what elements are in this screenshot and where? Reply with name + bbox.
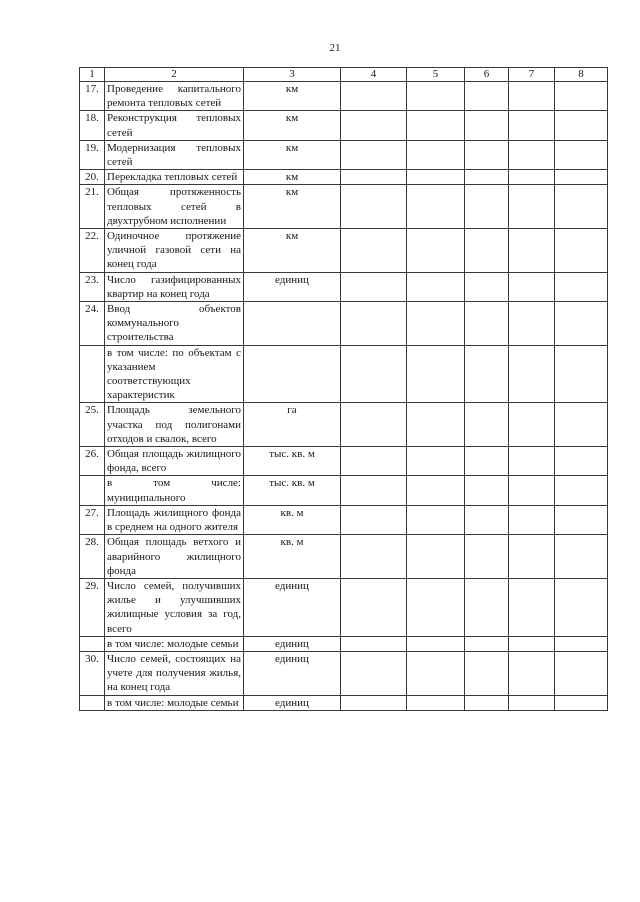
value-cell-col-4 <box>341 651 407 695</box>
indicators-table <box>79 67 608 711</box>
value-cell-col-7 <box>509 170 555 185</box>
row-number: 23. <box>80 272 105 301</box>
unit-of-measure: км <box>244 111 341 140</box>
indicator-name: Одиночное протяжение уличной газовой сети на конец года <box>105 229 244 273</box>
row-number: 26. <box>80 447 105 476</box>
value-cell-col-8 <box>555 476 608 505</box>
unit-of-measure: тыс. кв. м <box>244 476 341 505</box>
value-cell-col-4 <box>341 170 407 185</box>
value-cell-col-5 <box>407 185 465 229</box>
unit-of-measure <box>244 302 341 346</box>
indicator-name: в том числе: молодые семьи <box>105 636 244 651</box>
column-header: 8 <box>555 68 608 82</box>
table-row <box>80 636 608 651</box>
unit-of-measure: км <box>244 185 341 229</box>
value-cell-col-8 <box>555 229 608 273</box>
value-cell-col-4 <box>341 447 407 476</box>
value-cell-col-6 <box>465 695 509 710</box>
value-cell-col-6 <box>465 651 509 695</box>
value-cell-col-8 <box>555 345 608 403</box>
value-cell-col-8 <box>555 170 608 185</box>
value-cell-col-7 <box>509 695 555 710</box>
value-cell-col-4 <box>341 578 407 636</box>
value-cell-col-4 <box>341 535 407 579</box>
value-cell-col-6 <box>465 535 509 579</box>
indicator-name: Число семей, получивших жилье и улучшивших жилищные условия за год, всего <box>105 578 244 636</box>
indicator-name: в том числе: по объектам с указанием соответствующих характеристик <box>105 345 244 403</box>
value-cell-col-5 <box>407 447 465 476</box>
unit-of-measure: кв. м <box>244 535 341 579</box>
indicator-name: в том числе: муниципального <box>105 476 244 505</box>
value-cell-col-8 <box>555 302 608 346</box>
value-cell-col-5 <box>407 651 465 695</box>
table-row <box>80 578 608 636</box>
unit-of-measure: кв. м <box>244 505 341 534</box>
value-cell-col-8 <box>555 651 608 695</box>
row-number: 22. <box>80 229 105 273</box>
table-row <box>80 403 608 447</box>
value-cell-col-7 <box>509 229 555 273</box>
value-cell-col-5 <box>407 170 465 185</box>
indicator-name: Перекладка тепловых сетей <box>105 170 244 185</box>
row-number: 24. <box>80 302 105 346</box>
table-row <box>80 229 608 273</box>
column-header: 1 <box>80 68 105 82</box>
value-cell-col-8 <box>555 695 608 710</box>
table-row <box>80 185 608 229</box>
value-cell-col-8 <box>555 111 608 140</box>
value-cell-col-6 <box>465 185 509 229</box>
indicator-name: Модернизация тепловых сетей <box>105 140 244 169</box>
row-number: 17. <box>80 82 105 111</box>
value-cell-col-4 <box>341 636 407 651</box>
value-cell-col-6 <box>465 447 509 476</box>
value-cell-col-7 <box>509 345 555 403</box>
table-row <box>80 535 608 579</box>
value-cell-col-6 <box>465 403 509 447</box>
row-number: 21. <box>80 185 105 229</box>
value-cell-col-7 <box>509 82 555 111</box>
value-cell-col-6 <box>465 229 509 273</box>
row-number: 20. <box>80 170 105 185</box>
value-cell-col-8 <box>555 272 608 301</box>
value-cell-col-6 <box>465 578 509 636</box>
row-number: 18. <box>80 111 105 140</box>
column-header: 6 <box>465 68 509 82</box>
value-cell-col-5 <box>407 82 465 111</box>
value-cell-col-4 <box>341 695 407 710</box>
unit-of-measure: га <box>244 403 341 447</box>
indicator-name: Площадь земельного участка под полигонами отходов и свалок, всего <box>105 403 244 447</box>
row-number: 28. <box>80 535 105 579</box>
column-header: 3 <box>244 68 341 82</box>
column-number-row <box>80 68 608 82</box>
value-cell-col-5 <box>407 229 465 273</box>
value-cell-col-7 <box>509 651 555 695</box>
table-row <box>80 82 608 111</box>
value-cell-col-5 <box>407 345 465 403</box>
value-cell-col-4 <box>341 185 407 229</box>
unit-of-measure: км <box>244 140 341 169</box>
value-cell-col-8 <box>555 535 608 579</box>
value-cell-col-7 <box>509 272 555 301</box>
indicator-name: в том числе: молодые семьи <box>105 695 244 710</box>
unit-of-measure: единиц <box>244 578 341 636</box>
value-cell-col-8 <box>555 447 608 476</box>
row-number <box>80 695 105 710</box>
indicator-name: Ввод объектов коммунального строительства <box>105 302 244 346</box>
indicator-name: Число семей, состоящих на учете для получения жилья, на конец года <box>105 651 244 695</box>
table-row <box>80 345 608 403</box>
row-number <box>80 636 105 651</box>
row-number <box>80 345 105 403</box>
value-cell-col-7 <box>509 447 555 476</box>
value-cell-col-6 <box>465 272 509 301</box>
value-cell-col-5 <box>407 272 465 301</box>
value-cell-col-6 <box>465 476 509 505</box>
indicator-name: Площадь жилищного фонда в среднем на одного жителя <box>105 505 244 534</box>
indicator-name: Число газифицированных квартир на конец года <box>105 272 244 301</box>
table-row <box>80 111 608 140</box>
value-cell-col-7 <box>509 140 555 169</box>
value-cell-col-5 <box>407 403 465 447</box>
value-cell-col-6 <box>465 636 509 651</box>
unit-of-measure: км <box>244 170 341 185</box>
unit-of-measure: км <box>244 229 341 273</box>
table-row <box>80 505 608 534</box>
value-cell-col-5 <box>407 476 465 505</box>
value-cell-col-5 <box>407 695 465 710</box>
unit-of-measure: единиц <box>244 636 341 651</box>
table-row <box>80 447 608 476</box>
table-row <box>80 140 608 169</box>
value-cell-col-4 <box>341 302 407 346</box>
value-cell-col-8 <box>555 140 608 169</box>
value-cell-col-4 <box>341 403 407 447</box>
table-row <box>80 695 608 710</box>
value-cell-col-7 <box>509 476 555 505</box>
value-cell-col-5 <box>407 535 465 579</box>
indicator-name: Общая площадь ветхого и аварийного жилищного фонда <box>105 535 244 579</box>
row-number: 25. <box>80 403 105 447</box>
unit-of-measure: тыс. кв. м <box>244 447 341 476</box>
value-cell-col-4 <box>341 272 407 301</box>
row-number: 19. <box>80 140 105 169</box>
value-cell-col-8 <box>555 578 608 636</box>
table-row <box>80 651 608 695</box>
row-number <box>80 476 105 505</box>
value-cell-col-7 <box>509 578 555 636</box>
value-cell-col-5 <box>407 111 465 140</box>
value-cell-col-6 <box>465 302 509 346</box>
value-cell-col-8 <box>555 82 608 111</box>
value-cell-col-8 <box>555 505 608 534</box>
table-row <box>80 302 608 346</box>
indicator-name: Общая протяженность тепловых сетей в двухтрубном исполнении <box>105 185 244 229</box>
row-number: 27. <box>80 505 105 534</box>
value-cell-col-7 <box>509 185 555 229</box>
value-cell-col-4 <box>341 505 407 534</box>
value-cell-col-4 <box>341 82 407 111</box>
value-cell-col-5 <box>407 578 465 636</box>
value-cell-col-7 <box>509 302 555 346</box>
value-cell-col-4 <box>341 476 407 505</box>
column-header: 2 <box>105 68 244 82</box>
value-cell-col-7 <box>509 535 555 579</box>
unit-of-measure: единиц <box>244 695 341 710</box>
value-cell-col-6 <box>465 505 509 534</box>
value-cell-col-8 <box>555 403 608 447</box>
value-cell-col-5 <box>407 505 465 534</box>
column-header: 7 <box>509 68 555 82</box>
value-cell-col-5 <box>407 302 465 346</box>
value-cell-col-8 <box>555 636 608 651</box>
unit-of-measure: единиц <box>244 272 341 301</box>
table-row <box>80 476 608 505</box>
unit-of-measure: единиц <box>244 651 341 695</box>
value-cell-col-5 <box>407 636 465 651</box>
value-cell-col-6 <box>465 140 509 169</box>
value-cell-col-7 <box>509 111 555 140</box>
row-number: 30. <box>80 651 105 695</box>
value-cell-col-4 <box>341 229 407 273</box>
value-cell-col-6 <box>465 345 509 403</box>
column-header: 5 <box>407 68 465 82</box>
table-row <box>80 170 608 185</box>
unit-of-measure: км <box>244 82 341 111</box>
value-cell-col-4 <box>341 345 407 403</box>
value-cell-col-4 <box>341 140 407 169</box>
value-cell-col-6 <box>465 82 509 111</box>
indicator-name: Проведение капитального ремонта тепловых сетей <box>105 82 244 111</box>
table-row <box>80 272 608 301</box>
column-header: 4 <box>341 68 407 82</box>
value-cell-col-5 <box>407 140 465 169</box>
value-cell-col-8 <box>555 185 608 229</box>
value-cell-col-6 <box>465 111 509 140</box>
indicator-name: Реконструкция тепловых сетей <box>105 111 244 140</box>
page-number: 21 <box>329 42 341 54</box>
value-cell-col-7 <box>509 636 555 651</box>
unit-of-measure <box>244 345 341 403</box>
table-body <box>80 82 608 711</box>
value-cell-col-4 <box>341 111 407 140</box>
value-cell-col-7 <box>509 403 555 447</box>
row-number: 29. <box>80 578 105 636</box>
indicator-name: Общая площадь жилищного фонда, всего <box>105 447 244 476</box>
value-cell-col-7 <box>509 505 555 534</box>
value-cell-col-6 <box>465 170 509 185</box>
